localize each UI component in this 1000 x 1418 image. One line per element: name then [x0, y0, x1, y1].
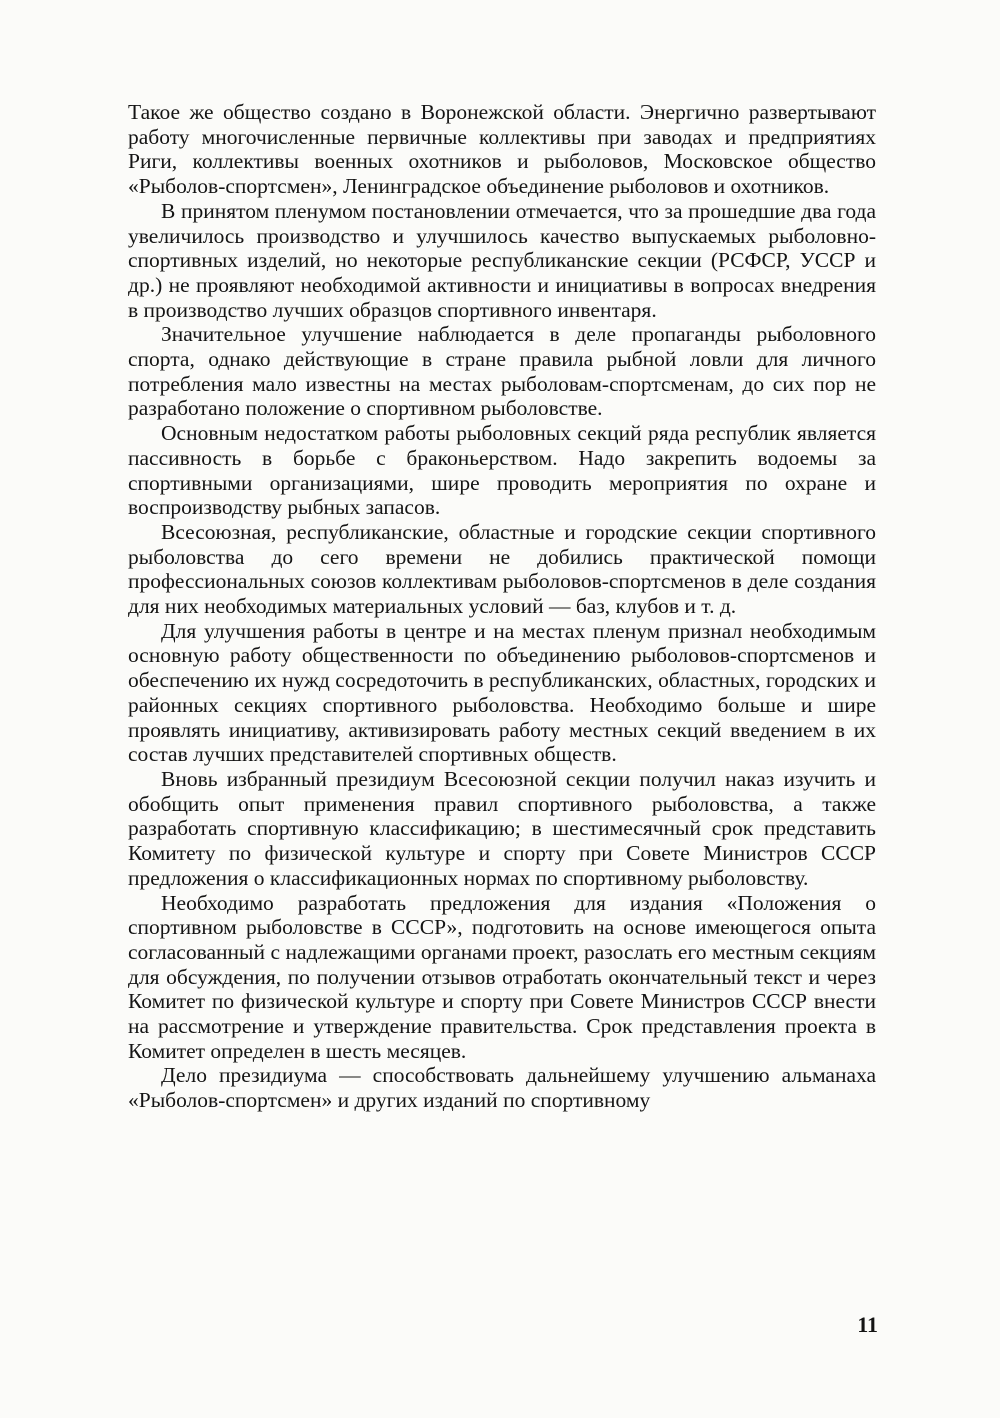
paragraph-5: Всесоюзная, республиканские, областные и городские секции спортивного рыболовства до сего времени не добились практической помощи профессиональных союзов коллективам рыболовов-спортсменов в деле создания для них необходимых материальных условий — баз, клубов и т. д.: [128, 519, 876, 619]
paragraph-1: Такое же общество создано в Воронежской области. Энергично развертывают работу многочисленные первичные коллективы при заводах и предприятиях Риги, коллективы военных охотников и рыболовов, Московское общество «Рыболов-спортсмен», Ленинградское объединение рыболовов и охотников.: [128, 100, 876, 199]
page-number: 11: [857, 1312, 878, 1337]
paragraph-7: Вновь избранный президиум Всесоюзной секции получил наказ изучить и обобщить опыт применения правил спортивного рыболовства, а также разработать спортивную классификацию; в шестимесячный срок представить Комитету по физической культуре и спорту при Совете Министров СССР предложения о классификационных нормах по спортивному рыболовству.: [128, 766, 876, 890]
paragraph-8: Необходимо разработать предложения для издания «Положения о спортивном рыболовстве в СССР», подготовить на основе имеющегося опыта согласованный с надлежащими органами проект, разослать его местным секциям для обсуждения, по получении отзывов отработать окончательный текст и через Комитет по физической культуре и спорту при Совете Министров СССР внести на рассмотрение и утверждение правительства. Срок представления проекта в Комитет определен в шесть месяцев.: [128, 890, 876, 1063]
paragraph-3: Значительное улучшение наблюдается в деле пропаганды рыболовного спорта, однако действующие в стране правила рыбной ловли для личного потребления мало известны на местах рыболовам-спортсменам, до сих пор не разработано положение о спортивном рыболовстве.: [128, 322, 876, 421]
paragraph-6: Для улучшения работы в центре и на местах пленум признал необходимым основную работу общественности по объединению рыболовов-спортсменов и обеспечению их нужд сосредоточить в республиканских, областных, городских и районных секциях спортивного рыболовства. Необходимо больше и шире проявлять инициативу, активизировать работу местных секций введением в их состав лучших представителей спортивных обществ.: [128, 618, 876, 767]
paragraph-9: Дело президиума — способствовать дальнейшему улучшению альманаха «Рыболов-спортсмен» и других изданий по спортивному: [128, 1063, 876, 1113]
paragraph-4: Основным недостатком работы рыболовных секций ряда республик является пассивность в борьбе с браконьерством. Надо закрепить водоемы за спортивными организациями, шире проводить мероприятия по охране и воспроизводству рыбных запасов.: [128, 421, 876, 520]
paragraph-2: В принятом пленумом постановлении отмечается, что за прошедшие два года увеличилось производство и улучшилось качество выпускаемых рыболовно-спортивных изделий, но некоторые республиканские секции (РСФСР, УССР и др.) не проявляют необходимой активности и инициативы в вопросах внедрения в производство лучших образцов спортивного инвентаря.: [128, 198, 876, 322]
body-text: [128, 100, 876, 1113]
